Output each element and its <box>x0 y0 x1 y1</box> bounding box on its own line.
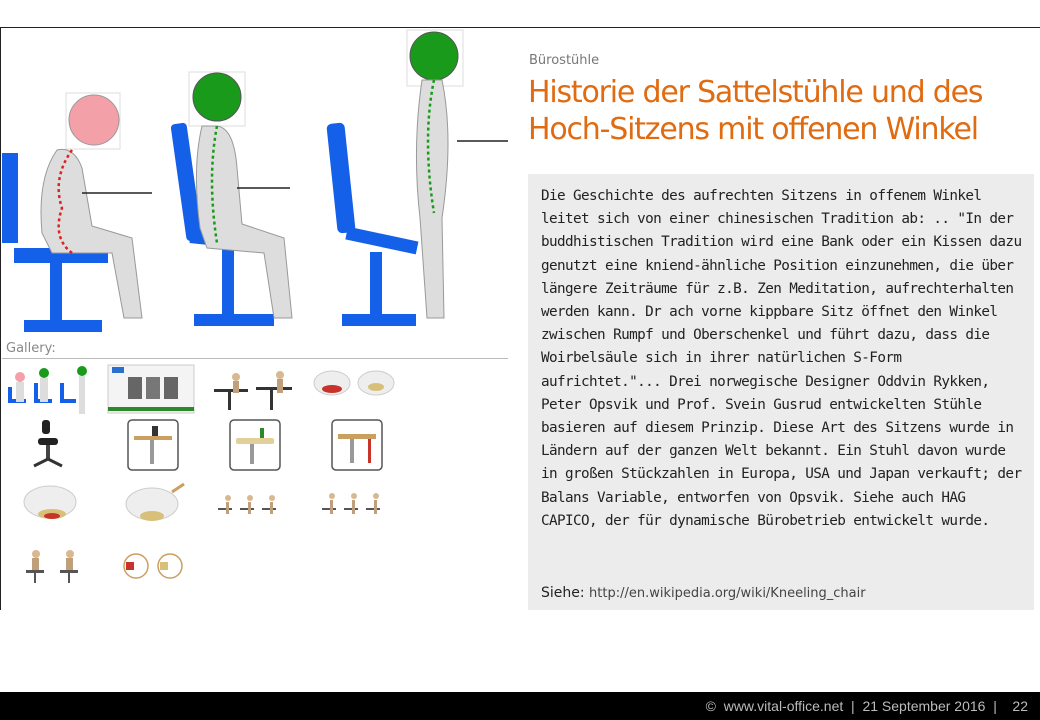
standing-figure <box>326 30 508 326</box>
category-label: Bürostühle <box>529 53 600 68</box>
posture-illustration <box>2 28 512 338</box>
gallery-thumb-brochure[interactable] <box>106 363 196 419</box>
upright-chair-figure <box>170 72 292 326</box>
gallery-thumb-height-desk-2[interactable] <box>208 418 298 474</box>
slumped-figure <box>2 93 152 332</box>
gallery-thumb-sitting-figures[interactable] <box>4 540 94 596</box>
left-border <box>0 27 1 610</box>
gallery-thumb-height-desk-1[interactable] <box>106 418 196 474</box>
gallery-thumb-saddle-stool[interactable] <box>310 363 400 419</box>
footer-bar <box>0 692 1040 720</box>
gallery-thumb-desk-figures-2[interactable] <box>310 480 400 536</box>
footer-text: © www.vital-office.net | 21 September 2016 | 22 <box>705 698 1028 714</box>
gallery-thumb-seat-diagram[interactable] <box>106 540 196 596</box>
description-text: Die Geschichte des aufrechten Sitzens in offenem Winkel leitet sich von einer chinesischen Tradition ab: .. "In der buddhistischen Tradition wird eine Bank oder ein Kissen dazu genutzt eine kniend-ähnliche Position einzunehmen, die über längere Zeiträume für z.B. Zen Meditation, aufrechterhalten werden kann. Dr ach vorne kippbare Sitz öffnet den Winkel zwischen Rumpf und Oberschenkel und führt dazu, dass die Woirbelsäule sich in ihrer natürlichen S-Form aufrichtet."... Drei norwegische Designer Oddvin Rykken, Peter Opsvik und Prof. Svein Gusrud entwickelten Stühle basieren auf diesem Prinzip. Diese Art des Sitzens wurde in Ländern auf der ganzen Welt bekannt. Ein Stuhl davon wurde in großen Stückzahlen in Europa, USA und Japan verkauft; der Balans Variable, entworfen von Opsvik. Siehe auch HAG CAPICO, der für dynamische Bürobetrieb entwickelt wurde. <box>541 188 1022 529</box>
gallery-thumb-desk-workers[interactable] <box>208 363 298 419</box>
gallery-thumb-posture-comparison[interactable] <box>4 363 94 419</box>
gallery-thumb-height-desk-3[interactable] <box>310 418 400 474</box>
see-also-label: Siehe: <box>541 585 585 601</box>
title-line-2: Hoch-Sitzens mit offenen Winkel <box>528 112 978 147</box>
gallery-label: Gallery: <box>6 341 56 356</box>
gallery-divider <box>2 358 508 359</box>
gallery-thumb-saddle-top-view-1[interactable] <box>4 480 94 536</box>
gallery-thumb-kneeling-chair[interactable] <box>4 418 94 474</box>
title-line-1: Historie der Sattelstühle und des <box>528 75 983 110</box>
description-box <box>528 174 1034 610</box>
page-title <box>528 74 1028 148</box>
see-also-link[interactable]: http://en.wikipedia.org/wiki/Kneeling_chair <box>589 586 866 601</box>
gallery-thumb-desk-figures-1[interactable] <box>208 480 298 536</box>
see-also <box>541 585 866 601</box>
gallery-thumb-saddle-top-view-2[interactable] <box>106 480 196 536</box>
